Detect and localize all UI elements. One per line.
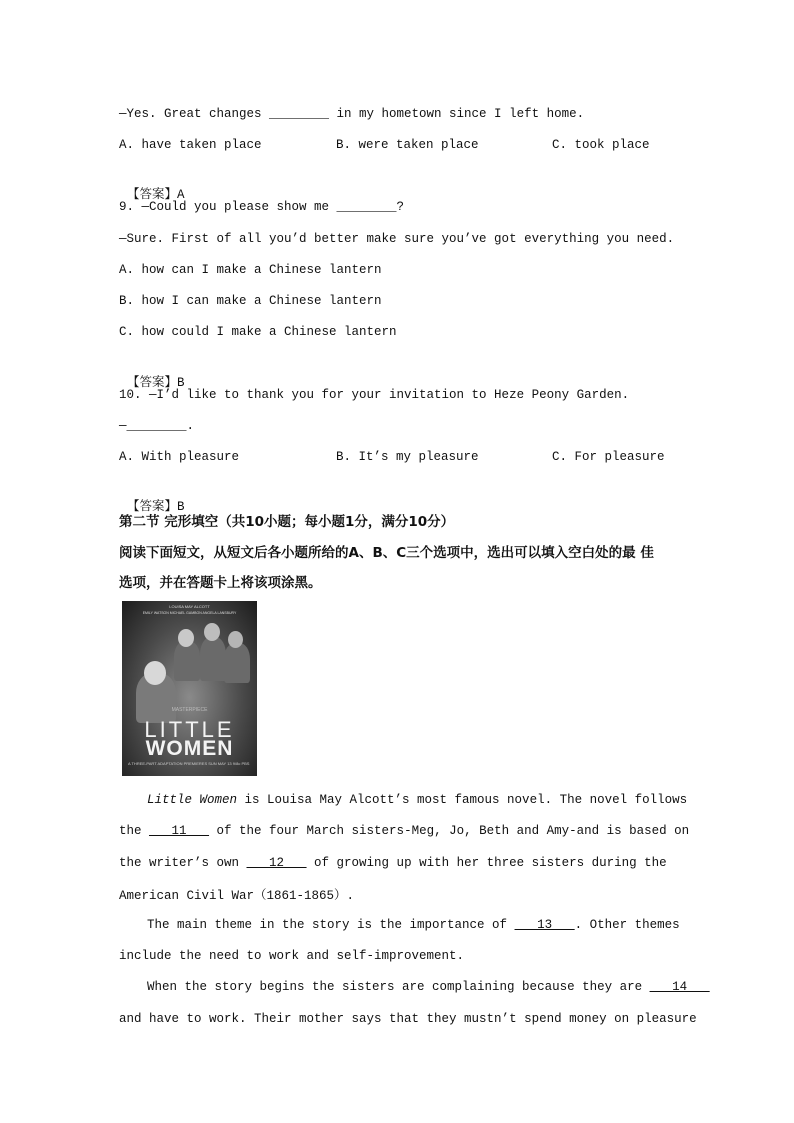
section-heading: 第二节 完形填空（共10小题；每小题1分，满分10分）: [119, 514, 455, 530]
q8-option-c: C. took place: [552, 138, 650, 152]
blank-12: ___12___: [246, 856, 307, 870]
passage-text: is Louisa May Alcott’s most famous novel. The novel follows: [237, 793, 688, 807]
poster-cast: EMILY WATSON MICHAEL GAMBON ANGELA LANSBURY: [142, 611, 237, 615]
section-instruction-line1: 阅读下面短文，从短文后各小题所给的A、B、C三个选项中，选出可以填入空白处的最 佳: [119, 545, 654, 561]
blank-14: ___14___: [649, 980, 710, 994]
poster-figure-face: [228, 631, 243, 648]
q10-reply: —________.: [119, 419, 195, 433]
q9-question: 9. —Could you please show me ________?: [119, 200, 405, 214]
passage-text: of the four March sisters-Meg, Jo, Beth and Amy-and is based on: [209, 824, 690, 838]
q8-option-a: A. have taken place: [119, 138, 262, 152]
poster-figure-face: [144, 661, 166, 685]
passage-p1-line4: American Civil War（1861-1865）.: [119, 889, 355, 903]
poster-figure-body: [224, 643, 250, 683]
q8-answer: [119, 166, 185, 203]
poster-bottom-text: A THREE-PART ADAPTATION PREMIERES SUN MAY 13 9/8c PBS: [128, 761, 250, 766]
q9-option-b: B. how I can make a Chinese lantern: [119, 294, 382, 308]
passage-p1-line3: [119, 856, 667, 870]
passage-text: the writer’s own: [119, 856, 247, 870]
passage-text: of growing up with her three sisters during the: [306, 856, 667, 870]
q9-option-a: A. how can I make a Chinese lantern: [119, 263, 382, 277]
passage-text: The main theme in the story is the importance of: [147, 918, 515, 932]
blank-11: ___11___: [149, 824, 210, 838]
q10-option-b: B. It’s my pleasure: [336, 450, 479, 464]
q9-reply: —Sure. First of all you’d better make sure you’ve got everything you need.: [119, 232, 675, 246]
answer-value: B: [177, 500, 185, 514]
poster-figure-body: [200, 637, 226, 681]
answer-label: 【答案】: [127, 498, 178, 513]
poster-brand: MASTERPIECE: [171, 707, 208, 713]
q8-reply: —Yes. Great changes ________ in my hometown since I left home.: [119, 107, 585, 121]
passage-p2-line2: include the need to work and self-improvement.: [119, 949, 465, 963]
passage-text: . Other themes: [574, 918, 680, 932]
q10-option-a: A. With pleasure: [119, 450, 240, 464]
q10-option-c: C. For pleasure: [552, 450, 665, 464]
q8-option-b: B. were taken place: [336, 138, 479, 152]
passage-text: the: [119, 824, 150, 838]
passage-p3-line1: [147, 980, 710, 994]
poster-author: LOUISA MAY ALCOTT: [169, 604, 210, 609]
little-women-poster-image: [122, 601, 257, 776]
poster-title-line1: LITTLE: [144, 717, 235, 742]
passage-p1-line1: [147, 793, 687, 807]
answer-label: 【答案】: [127, 374, 178, 389]
passage-p3-line2: and have to work. Their mother says that they mustn’t spend money on pleasure: [119, 1012, 697, 1026]
passage-p1-line2: [119, 824, 689, 838]
section-instruction-line2: 选项，并在答题卡上将该项涂黑。: [119, 575, 322, 591]
passage-p2-line1: [147, 918, 680, 932]
blank-13: ___13___: [514, 918, 575, 932]
q9-option-c: C. how could I make a Chinese lantern: [119, 325, 397, 339]
q10-question: 10. —I’d like to thank you for your invitation to Heze Peony Garden.: [119, 388, 630, 402]
poster-figure-face: [178, 629, 194, 647]
poster-figure-body: [174, 641, 200, 681]
answer-value: B: [177, 376, 185, 390]
q9-answer: [119, 354, 185, 391]
poster-figure-face: [204, 623, 220, 641]
passage-text: When the story begins the sisters are complaining because they are: [147, 980, 650, 994]
poster-title-line2: WOMEN: [145, 737, 234, 760]
answer-label: 【答案】: [127, 186, 178, 201]
book-title: Little Women: [147, 793, 238, 807]
answer-value: A: [177, 188, 185, 202]
